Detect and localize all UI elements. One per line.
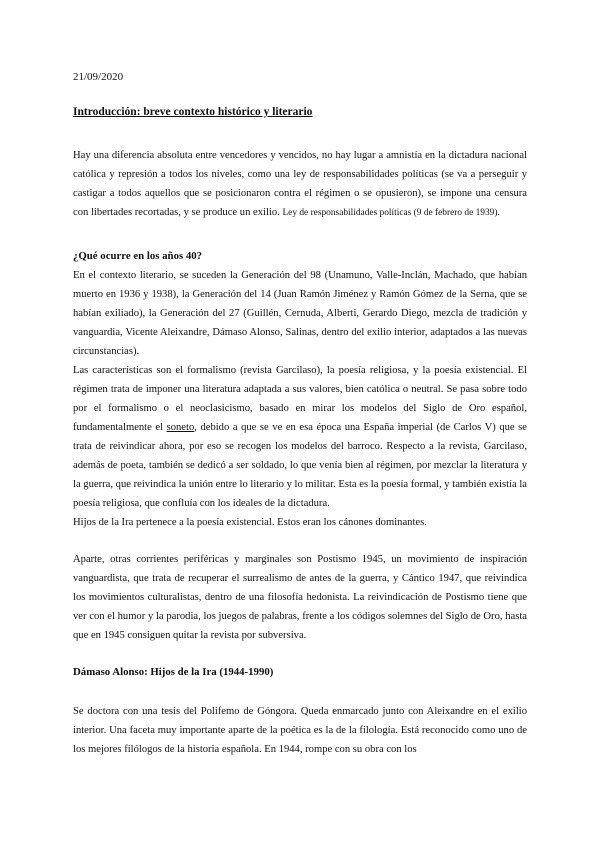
paragraph-damaso-biography: Se doctora con una tesis del Polifemo de Góngora. Queda enmarcado junto con Aleixandre en el exilio interior. Una faceta muy importante aparte de la poética es la de la filología. Está reconocido como uno de los mejores filólogos de la historia española. En 1944, rompe con su obra con los xyxy=(73,706,527,755)
document-title: Introducción: breve contexto histórico y literario xyxy=(73,106,313,118)
paragraph-characteristics xyxy=(73,361,527,513)
underlined-word-soneto: soneto xyxy=(166,422,195,433)
section-heading-40s: ¿Qué ocurre en los años 40? xyxy=(73,250,203,262)
paragraph-hijos-de-la-ira: Hijos de la Ira pertenece a la poesía existencial. Estos eran los cánones dominantes. xyxy=(73,517,427,528)
document-date: 21/09/2020 xyxy=(73,71,124,83)
paragraph-literary-context: En el contexto literario, se suceden la Generación del 98 (Unamuno, Valle-Inclán, Machado, que habían muerto en 1936 y 1938), la Generación del 14 (Juan Ramón Jiménez y Ramón Gómez de la Serna, que se habían exiliado), la Generación del 27 (Guillén, Cernuda, Alberti, Gerardo Diego, mezcla de tradición y vanguardia, Vicente Aleixandre, Dámaso Alonso, Salinas, dentro del exilio interior, adaptados a las nuevas circunstancias). xyxy=(73,270,527,357)
paragraph-peripheral-currents: Aparte, otras corrientes periféricas y marginales son Postismo 1945, un movimiento de inspiración vanguardista, que trata de recuperar el surrealismo de antes de la guerra, y Cántico 1947, que reivindica los movimientos culturalistas, dentro de una filosofía hedonista. La reivindicación de Postismo tiene que ver con el humor y la parodia, los juegos de palabras, frente a los códigos solemnes del Siglo de Oro, hasta que en 1945 consiguen quitar la revista por subversiva. xyxy=(73,554,527,641)
intro-paragraph xyxy=(73,146,527,223)
intro-text: Hay una diferencia absoluta entre vencedores y vencidos, no hay lugar a amnistía en la dictadura nacional católica y represión a todos los niveles, como una ley de responsabilidades políticas (se va a perseguir y castigar a todos aquellos que se posicionaron contra el régimen o se opusieron), se impone una censura con libertades recortadas, y se produce un exilio. xyxy=(73,150,527,218)
intro-note: Ley de responsabilidades políticas (9 de febrero de 1939). xyxy=(282,208,500,218)
characteristics-text-end: , debido a que se ve en esa época una España imperial (de Carlos V) que se trata de reivindicar ahora, por eso se recogen los modelos del barroco. Respecto a la revista, Garcilaso, además de poeta, también se dedicó a ser soldado, lo que venía bien al régimen, por mezclar la literatura y la guerra, que reivindica la unión entre lo literario y lo militar. Esta es la poesía formal, y también existía la poesía religiosa, que confluía con los ideales de la dictadura. xyxy=(73,422,527,509)
section-heading-damaso-alonso: Dámaso Alonso: Hijos de la Ira (1944-1990) xyxy=(73,666,274,678)
characteristics-text-start: Las características son el formalismo (revista Garcilaso), la poesía religiosa, y la poesía existencial. El régimen trata de imponer una literatura adaptada a sus valores, bien católica o neutral. Se pasa sobre todo por el formalismo o el neoclasicismo, basado en mirar los modelos del Siglo de Oro español, fundamentalmente el xyxy=(73,365,527,433)
